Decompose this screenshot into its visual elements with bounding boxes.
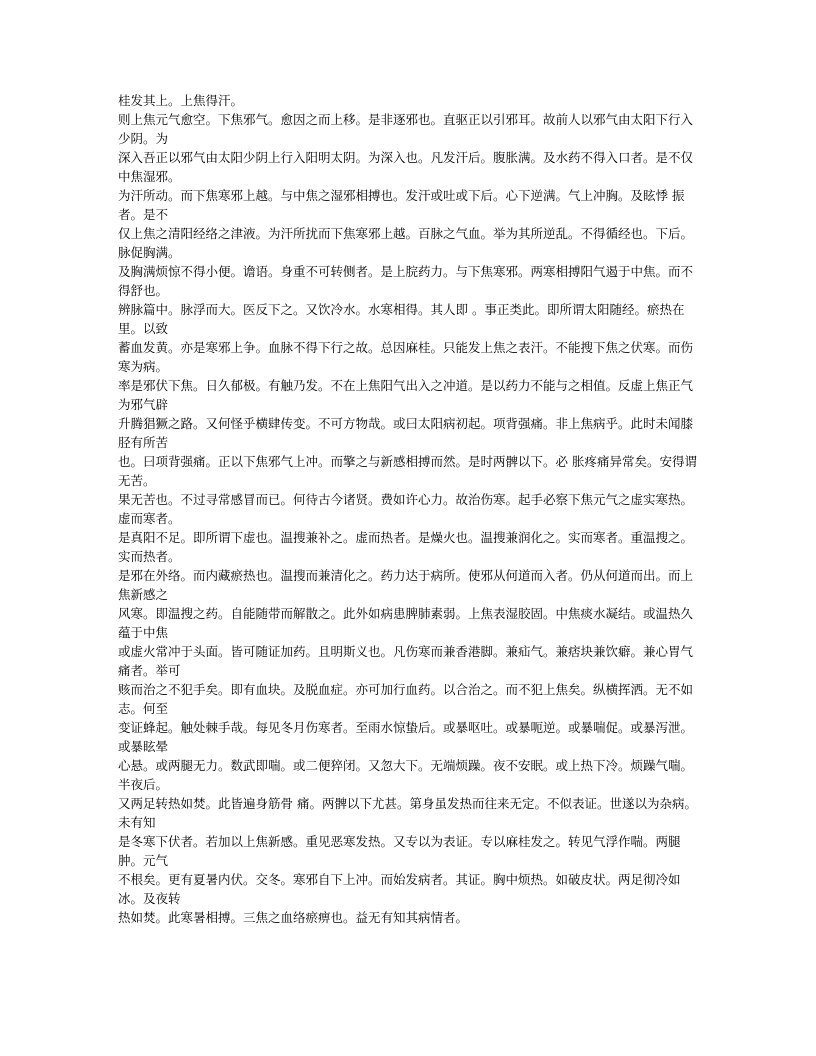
text-line: 变证蜂起。触处棘手哉。每见冬月伤寒者。至雨水惊蛰后。或暴呕吐。或暴呃逆。或暴喘促。或暴泻泄。或暴眩晕 bbox=[118, 720, 694, 754]
text-line: 仅上焦之清阳经络之津液。为汗所扰而下焦寒邪上越。百脉之气血。举为其所逆乱。不得循经也。下后。脉促胸满。 bbox=[118, 226, 694, 260]
text-line: 辨脉篇中。脉浮而大。医反下之。又饮冷水。水寒相得。其人即 。事正类此。即所谓太阳随经。瘀热在里。以致 bbox=[118, 302, 685, 336]
text-line: 蓄血发黄。亦是寒邪上争。血脉不得下行之故。总因麻桂。只能发上焦之表汗。不能搜下焦之伏寒。而伤寒为病。 bbox=[118, 340, 694, 374]
text-line: 热如焚。此寒暑相搏。三焦之血络瘀痹也。益无有知其病情者。 bbox=[118, 910, 469, 925]
text-line: 及胸满烦惊不得小便。谵语。身重不可转侧者。是上脘药力。与下焦寒邪。两寒相搏阳气遏于中焦。而不得舒也。 bbox=[118, 264, 694, 298]
text-line: 为汗所动。而下焦寒邪上越。与中焦之湿邪相搏也。发汗或吐或下后。心下逆满。气上冲胸。及眩悸 振者。是不 bbox=[118, 188, 685, 222]
text-line: 是邪在外络。而内藏瘀热也。温搜而兼清化之。药力达于病所。使邪从何道而入者。仍从何道而出。而上焦新感之 bbox=[118, 568, 694, 602]
text-line: 桂发其上。上焦得汗。 bbox=[118, 93, 244, 108]
text-line: 是真阳不足。即所谓下虚也。温搜兼补之。虚而热者。是燥火也。温搜兼润化之。实而寒者。重温搜之。实而热者。 bbox=[118, 530, 694, 564]
text-line: 果无苦也。不过寻常感冒而已。何待古今诸贤。费如许心力。故治伤寒。起手必察下焦元气之虚实寒热。虚而寒者。 bbox=[118, 492, 694, 526]
text-line: 不根矣。更有夏暑内伏。交冬。寒邪自下上冲。而始发病者。其证。胸中烦热。如破皮状。两足彻冷如冰。及夜转 bbox=[118, 872, 681, 906]
text-line: 又两足转热如焚。此皆遍身筋骨 痛。两髀以下尤甚。第身虽发热而往来无定。不似表证。世遂以为杂病。未有知 bbox=[118, 796, 697, 830]
text-line: 是冬寒下伏者。若加以上焦新感。重见恶寒发热。又专以为表证。专以麻桂发之。转见气浮作喘。两腿 肿。元气 bbox=[118, 834, 681, 868]
text-line: 则上焦元气愈空。下焦邪气。愈因之而上移。是非逐邪也。直驱正以引邪耳。故前人以邪气由太阳下行入少阴。为 bbox=[118, 112, 694, 146]
text-line: 或虚火常冲于头面。皆可随证加药。且明斯义也。凡伤寒而兼香港脚。兼疝气。兼痞块兼饮癖。兼心胃气痛者。举可 bbox=[118, 644, 694, 678]
text-line: 风寒。即温搜之药。自能随带而解散之。此外如病患脾肺素弱。上焦表湿胶固。中焦痰水凝结。或温热久蕴于中焦 bbox=[118, 606, 694, 640]
document-body bbox=[118, 91, 702, 927]
text-line: 升腾猖獗之路。又何怪乎横肆传变。不可方物哉。或曰太阳病初起。项背强痛。非上焦病乎。此时未闻膝胫有所苦 bbox=[118, 416, 694, 450]
text-line: 率是邪伏下焦。日久郁极。有触乃发。不在上焦阳气出入之冲道。是以药力不能与之相值。反虚上焦正气为邪气辟 bbox=[118, 378, 694, 412]
text-line: 赅而治之不犯手矣。即有血块。及脱血症。亦可加行血药。以合治之。而不犯上焦矣。纵横挥洒。无不如志。何至 bbox=[118, 682, 694, 716]
text-line: 心悬。或两腿无力。数武即喘。或二便猝闭。又忽大下。无端烦躁。夜不安眠。或上热下冷。烦躁气喘。半夜后。 bbox=[118, 758, 694, 792]
text-line: 深入吾正以邪气由太阳少阴上行入阳明太阴。为深入也。凡发汗后。腹胀满。及水药不得入口者。是不仅中焦湿邪。 bbox=[118, 150, 694, 184]
text-line: 也。曰项背强痛。正以下焦邪气上冲。而擎之与新感相搏而然。是时两髀以下。必 胀疼痛异常矣。安得谓无苦。 bbox=[118, 454, 697, 488]
